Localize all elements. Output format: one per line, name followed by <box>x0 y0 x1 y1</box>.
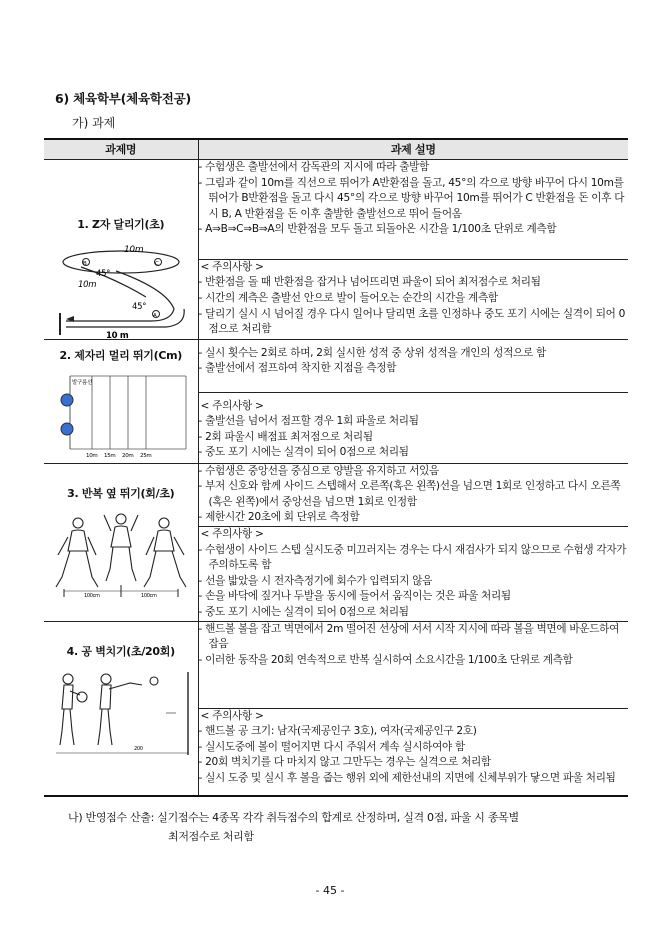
diagram-label: 200 <box>134 746 143 753</box>
task-name: 4. 공 벽치기(초/20회) <box>66 644 175 658</box>
task-name: 2. 제자리 멀리 뛰기(Cm) <box>59 348 182 362</box>
task-description <box>198 339 628 392</box>
diagram-label: 45° <box>96 268 111 279</box>
score-calculation-note <box>68 808 628 846</box>
caution-line: - 2회 파울시 배점표 최저점으로 처리됨 <box>198 430 373 443</box>
task-description <box>198 621 628 708</box>
caution-title: < 주의사항 > <box>200 527 264 540</box>
z-run-diagram <box>46 239 196 339</box>
wall-ball-diagram <box>46 667 196 757</box>
diagram-label: 20m <box>122 453 134 460</box>
diagram-label: 100cm <box>84 593 100 598</box>
description-line: - 이러한 동작을 20회 연속적으로 반복 실시하여 소요시간을 1/100초 단위로 계측함 <box>198 653 573 666</box>
task-cell-side-step <box>44 463 198 621</box>
caution-line: - 선을 밟았을 시 전자측정기에 회수가 입력되지 않음 <box>198 574 433 587</box>
task-cautions <box>198 526 628 621</box>
caution-line: - 손을 바닥에 짚거나 두발을 동시에 들어서 움직이는 것은 파울 처리됨 <box>198 590 511 603</box>
description-line: - 제한시간 20초에 회 단위로 측정함 <box>198 511 360 524</box>
diagram-label: 100cm <box>141 593 157 598</box>
header-task-name: 과제명 <box>44 139 198 160</box>
diagram-label: 45° <box>132 301 147 312</box>
task-table <box>44 138 628 797</box>
task-cautions <box>198 259 628 339</box>
caution-line: - 핸드볼 공 크기: 남자(국제공인구 3호), 여자(국제공인구 2호) <box>198 725 477 738</box>
description-line: - 수험생은 중앙선을 중심으로 양발을 유지하고 서있음 <box>198 464 439 477</box>
diagram-label: B <box>83 260 87 267</box>
caution-line: - 실시 도중 및 실시 후 볼을 줍는 행위 외에 제한선내의 지면에 신체부위가 닿으면 파울 처리됨 <box>198 771 616 784</box>
description-line: - A⇒B⇒C⇒B⇒A의 반환점을 모두 돌고 되돌아온 시간을 1/100초 단위로 계측함 <box>198 223 557 236</box>
caution-line: - 20회 벽치기를 다 마치지 않고 그만두는 경우는 실격으로 처리함 <box>198 756 491 769</box>
caution-line: - 시간의 계측은 출발선 안으로 발이 들어오는 순간의 시간을 계측함 <box>198 292 498 305</box>
task-cautions <box>198 392 628 463</box>
note-line: 최저점수로 처리함 <box>168 830 254 843</box>
description-line: - 실시 횟수는 2회로 하며, 2회 실시한 성적 중 상위 성적을 개인의 성적으로 함 <box>198 346 546 359</box>
page-number: - 45 - <box>315 884 345 897</box>
table-header-row <box>44 139 628 160</box>
task-description <box>198 463 628 526</box>
diagram-label: 25m <box>140 453 152 460</box>
caution-line: - 실시도중에 볼이 떨어지면 다시 주워서 계속 실시하여야 함 <box>198 740 465 753</box>
description-line: - 그림과 같이 10m를 직선으로 뛰어가 A반환점을 돌고, 45°의 각으로 방향 바꾸어 다시 10m를 뛰어가 B반환점을 돌고 다시 45°의 각으로 방향 바꾸어 10m를 뛰어가 C 반환점을 돈 이후 다시 B, A 반환점을 돈 이후 출발한 출발선으로 뛰어 들어옴 <box>198 176 625 220</box>
diagram-label: C <box>155 260 159 267</box>
caution-line: - 중도 포기 시에는 실격이 되어 0점으로 처리됨 <box>198 446 409 459</box>
caution-title: < 주의사항 > <box>200 399 264 412</box>
task-cell-long-jump <box>44 339 198 463</box>
diagram-label: 발구름선 <box>72 380 93 387</box>
caution-line: - 중도 포기 시에는 실격이 되어 0점으로 처리됨 <box>198 605 409 618</box>
table-row <box>44 463 628 526</box>
table-row <box>44 621 628 708</box>
header-task-description: 과제 설명 <box>198 139 628 160</box>
diagram-label: 10 m <box>106 330 129 339</box>
table-row <box>44 339 628 392</box>
task-name: 3. 반복 옆 뛰기(회/초) <box>67 486 175 500</box>
caution-title: < 주의사항 > <box>200 260 264 273</box>
task-name: 1. Z자 달리기(초) <box>77 218 165 231</box>
section-title: 6) 체육학부(체육학전공) <box>55 91 192 106</box>
diagram-label: 15m <box>104 453 116 460</box>
description-line: - 수험생은 출발선에서 감독관의 지시에 따라 출발함 <box>198 161 430 173</box>
diagram-label: 10m <box>124 244 144 255</box>
task-cautions <box>198 708 628 796</box>
task-cell-wall-ball <box>44 621 198 796</box>
description-line: - 출발선에서 점프하여 착지한 지점을 측정함 <box>198 362 397 375</box>
task-cell-z-run <box>44 160 198 340</box>
caution-line: - 수험생이 사이드 스텝 실시도중 미끄러지는 경우는 다시 재검사가 되지 않으므로 수험생 각자가 주의하도록 함 <box>198 543 627 572</box>
subsection-title: 가) 과제 <box>72 116 116 130</box>
description-line: - 부저 신호와 함께 사이드 스텝해서 오른쪽(혹은 왼쪽)선을 넘으면 1회로 인정하고 다시 오른쪽(혹은 왼쪽)에서 중앙선을 넘으면 1회로 인정함 <box>198 480 621 508</box>
diagram-label: 10m <box>78 279 97 290</box>
caution-line: - 달리기 실시 시 넘어질 경우 다시 일어나 달리면 초를 인정하나 중도 포기 시에는 실격이 되어 0점으로 처리함 <box>198 307 626 336</box>
table-row <box>44 160 628 260</box>
diagram-label: A <box>153 312 157 319</box>
diagram-label: 10m <box>86 453 98 460</box>
description-line: - 핸드볼 볼을 잡고 벽면에서 2m 떨어진 선상에 서서 시작 지시에 따라 볼을 벽면에 바운드하여 잡음 <box>198 622 620 651</box>
long-jump-diagram <box>46 371 196 461</box>
task-description <box>198 160 628 260</box>
note-line: 나) 반영점수 산출: 실기점수는 4종목 각각 취득점수의 합계로 산정하며, 실격 0점, 파울 시 종목별 <box>68 811 519 824</box>
side-step-diagram <box>46 507 196 597</box>
caution-line: - 반환점을 돌 때 반환점을 잡거나 넘어뜨리면 파울이 되어 최저점수로 처리됨 <box>198 276 541 289</box>
caution-title: < 주의사항 > <box>200 709 264 722</box>
caution-line: - 출발선을 넘어서 점프할 경우 1회 파울로 처리됨 <box>198 415 419 428</box>
